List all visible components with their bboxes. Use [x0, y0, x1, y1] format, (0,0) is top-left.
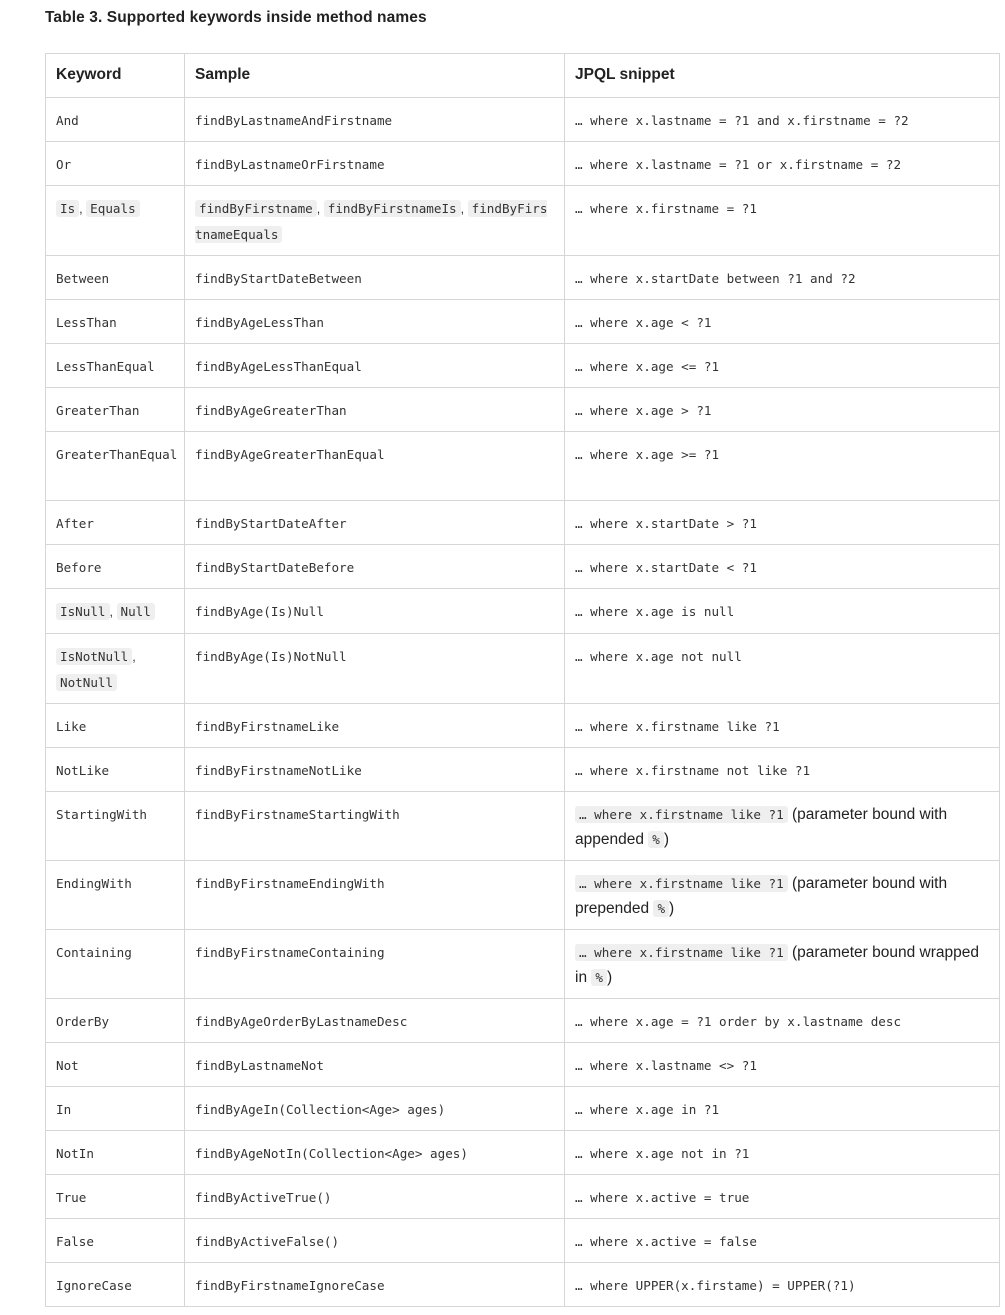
keyword-cell: GreaterThan	[46, 388, 185, 432]
sample-cell: findByFirstnameEndingWith	[185, 861, 565, 930]
jpql-cell: … where x.age not in ?1	[565, 1131, 1000, 1175]
sample-cell: findByStartDateAfter	[185, 501, 565, 545]
table-row	[46, 1087, 1000, 1131]
sample-cell: findByLastnameAndFirstname	[185, 98, 565, 142]
sample-cell: findByLastnameNot	[185, 1043, 565, 1087]
jpql-cell: … where x.firstname not like ?1	[565, 748, 1000, 792]
jpql-cell	[565, 930, 1000, 999]
table-row	[46, 501, 1000, 545]
keyword-cell: StartingWith	[46, 792, 185, 861]
comma-separator: ,	[316, 202, 324, 216]
keyword-cell: Or	[46, 142, 185, 186]
rows.11.keyword_codes-code: NotNull	[56, 674, 117, 691]
wildcard-code: %	[591, 969, 607, 986]
table-row	[46, 999, 1000, 1043]
keyword-cell	[46, 589, 185, 634]
jpql-cell: … where x.age not null	[565, 634, 1000, 704]
keyword-cell	[46, 186, 185, 256]
rows.2.sample_codes-code: findByFirstname	[195, 200, 317, 217]
sample-cell: findByAgeOrderByLastnameDesc	[185, 999, 565, 1043]
comma-separator: ,	[109, 605, 117, 619]
sample-cell: findByAge(Is)Null	[185, 589, 565, 634]
keyword-cell: EndingWith	[46, 861, 185, 930]
jpql-code: … where x.firstname like ?1	[575, 875, 788, 892]
jpql-cell: … where x.age is null	[565, 589, 1000, 634]
rows.2.sample_codes-code: findByFirstnameEquals	[195, 201, 548, 242]
table-body	[46, 98, 1000, 1307]
jpql-code: … where x.firstname like ?1	[575, 806, 788, 823]
table-row	[46, 1175, 1000, 1219]
sample-cell: findByAgeGreaterThan	[185, 388, 565, 432]
table-row	[46, 930, 1000, 999]
jpql-cell: … where x.age < ?1	[565, 300, 1000, 344]
jpql-cell: … where x.active = true	[565, 1175, 1000, 1219]
table-row	[46, 98, 1000, 142]
jpql-code: … where x.firstname like ?1	[575, 944, 788, 961]
sample-cell: findByFirstnameContaining	[185, 930, 565, 999]
sample-cell: findByActiveFalse()	[185, 1219, 565, 1263]
jpql-note: (parameter bound with appended	[575, 806, 948, 848]
rows.2.sample_codes-code: findByFirstnameIs	[324, 200, 461, 217]
keyword-cell: Like	[46, 704, 185, 748]
jpql-cell: … where x.firstname = ?1	[565, 186, 1000, 256]
keywords-table	[45, 53, 1000, 1307]
keyword-cell	[46, 634, 185, 704]
jpql-cell: … where x.startDate > ?1	[565, 501, 1000, 545]
sample-cell: findByAge(Is)NotNull	[185, 634, 565, 704]
keyword-cell: IgnoreCase	[46, 1263, 185, 1307]
jpql-cell: … where x.active = false	[565, 1219, 1000, 1263]
table-row	[46, 545, 1000, 589]
keyword-cell: True	[46, 1175, 185, 1219]
keyword-cell: Between	[46, 256, 185, 300]
table-row	[46, 432, 1000, 501]
keyword-cell: LessThan	[46, 300, 185, 344]
jpql-cell: … where x.age in ?1	[565, 1087, 1000, 1131]
sample-cell: findByAgeLessThan	[185, 300, 565, 344]
keyword-cell: GreaterThanEqual	[46, 432, 185, 501]
header-keyword: Keyword	[46, 54, 185, 98]
jpql-cell: … where x.lastname = ?1 or x.firstname = ?2	[565, 142, 1000, 186]
wildcard-code: %	[648, 831, 664, 848]
jpql-cell: … where x.age >= ?1	[565, 432, 1000, 501]
table-row	[46, 1219, 1000, 1263]
jpql-cell: … where x.startDate between ?1 and ?2	[565, 256, 1000, 300]
table-row	[46, 142, 1000, 186]
rows.11.keyword_codes-code: IsNotNull	[56, 648, 132, 665]
table-row	[46, 1263, 1000, 1307]
keyword-cell: Not	[46, 1043, 185, 1087]
sample-cell: findByAgeNotIn(Collection<Age> ages)	[185, 1131, 565, 1175]
header-jpql-snippet: JPQL snippet	[565, 54, 1000, 98]
jpql-note-close: )	[663, 831, 670, 848]
sample-cell: findByStartDateBefore	[185, 545, 565, 589]
jpql-cell: … where x.lastname = ?1 and x.firstname = ?2	[565, 98, 1000, 142]
jpql-cell: … where x.age <= ?1	[565, 344, 1000, 388]
table-row	[46, 634, 1000, 704]
comma-separator: ,	[132, 650, 136, 664]
table-row	[46, 861, 1000, 930]
keyword-cell: After	[46, 501, 185, 545]
table-header-row	[46, 54, 1000, 98]
table-row	[46, 344, 1000, 388]
keyword-cell: False	[46, 1219, 185, 1263]
jpql-note: (parameter bound with prepended	[575, 875, 948, 917]
rows.10.keyword_codes-code: IsNull	[56, 603, 110, 620]
sample-cell	[185, 186, 565, 256]
sample-cell: findByFirstnameIgnoreCase	[185, 1263, 565, 1307]
sample-cell: findByAgeLessThanEqual	[185, 344, 565, 388]
keyword-cell: Before	[46, 545, 185, 589]
keyword-cell: Containing	[46, 930, 185, 999]
keyword-cell: LessThanEqual	[46, 344, 185, 388]
keyword-cell: OrderBy	[46, 999, 185, 1043]
jpql-cell	[565, 861, 1000, 930]
table-row	[46, 388, 1000, 432]
sample-cell: findByActiveTrue()	[185, 1175, 565, 1219]
sample-cell: findByFirstnameStartingWith	[185, 792, 565, 861]
rows.10.keyword_codes-code: Null	[117, 603, 155, 620]
jpql-note: (parameter bound wrapped in	[575, 944, 980, 986]
sample-cell: findByAgeIn(Collection<Age> ages)	[185, 1087, 565, 1131]
jpql-cell: … where x.firstname like ?1	[565, 704, 1000, 748]
table-row	[46, 1131, 1000, 1175]
keyword-cell: NotIn	[46, 1131, 185, 1175]
sample-cell: findByStartDateBetween	[185, 256, 565, 300]
sample-cell: findByFirstnameLike	[185, 704, 565, 748]
keyword-cell: And	[46, 98, 185, 142]
sample-cell: findByLastnameOrFirstname	[185, 142, 565, 186]
table-row	[46, 186, 1000, 256]
keyword-cell: In	[46, 1087, 185, 1131]
comma-separator: ,	[460, 202, 468, 216]
jpql-cell: … where x.startDate < ?1	[565, 545, 1000, 589]
jpql-cell: … where x.lastname <> ?1	[565, 1043, 1000, 1087]
table-row	[46, 704, 1000, 748]
table-row	[46, 792, 1000, 861]
table-caption: Table 3. Supported keywords inside method names	[45, 9, 427, 26]
table-row	[46, 256, 1000, 300]
wildcard-code: %	[653, 900, 669, 917]
rows.2.keyword_codes-code: Equals	[86, 200, 140, 217]
table-row	[46, 1043, 1000, 1087]
jpql-cell	[565, 792, 1000, 861]
sample-cell: findByAgeGreaterThanEqual	[185, 432, 565, 501]
jpql-cell: … where x.age > ?1	[565, 388, 1000, 432]
rows.2.keyword_codes-code: Is	[56, 200, 79, 217]
header-sample: Sample	[185, 54, 565, 98]
jpql-note-close: )	[606, 969, 613, 986]
jpql-note-close: )	[669, 900, 675, 917]
keyword-cell: NotLike	[46, 748, 185, 792]
comma-separator: ,	[79, 202, 87, 216]
jpql-cell: … where x.age = ?1 order by x.lastname desc	[565, 999, 1000, 1043]
table-row	[46, 748, 1000, 792]
sample-cell: findByFirstnameNotLike	[185, 748, 565, 792]
table-row	[46, 300, 1000, 344]
table-row	[46, 589, 1000, 634]
jpql-cell: … where UPPER(x.firstame) = UPPER(?1)	[565, 1263, 1000, 1307]
